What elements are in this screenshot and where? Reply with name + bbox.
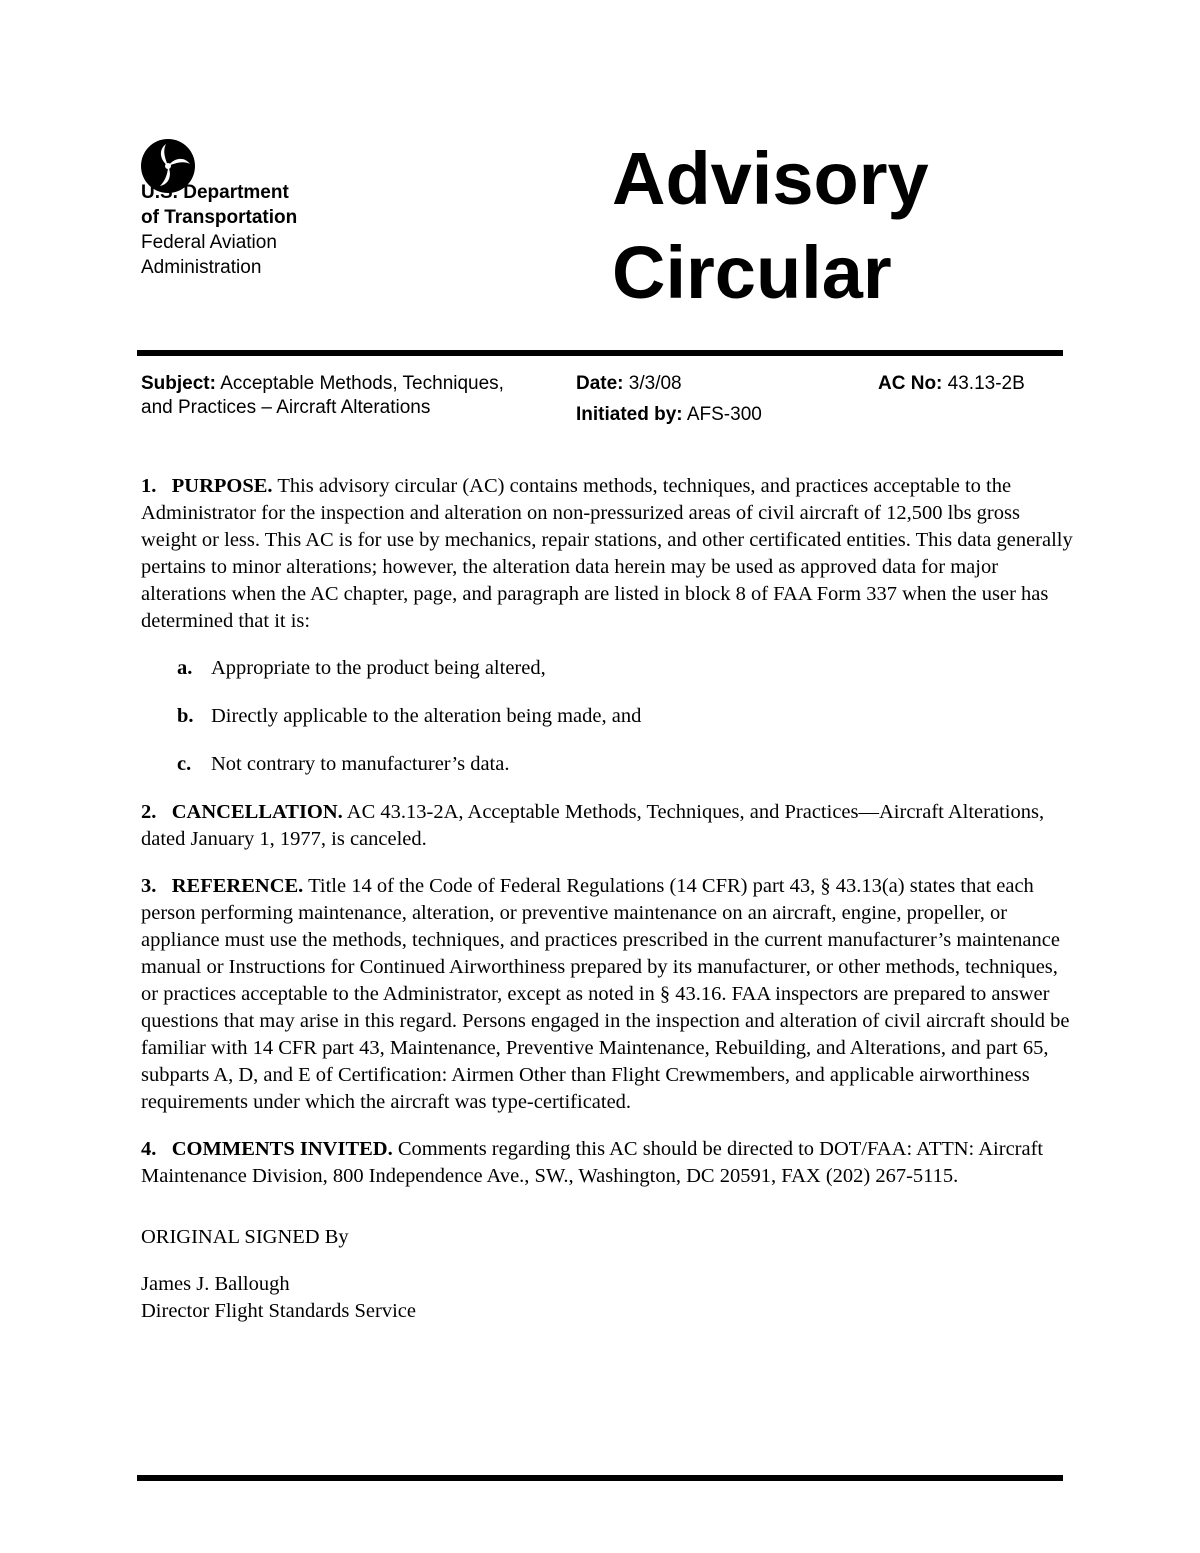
list-item-b	[177, 703, 1076, 730]
list-item-c	[177, 751, 1076, 778]
list-item-a	[177, 655, 1076, 682]
list-letter: c.	[177, 753, 192, 775]
agency-line-3: Federal Aviation	[141, 232, 277, 253]
date-label: Date:	[576, 373, 624, 394]
title-line-1: Advisory	[612, 137, 929, 220]
signature-line: ORIGINAL SIGNED By	[141, 1226, 349, 1248]
section-text: AC 43.13-2A, Acceptable Methods, Techniques, and Practices—Aircraft Alterations, dated January 1, 1977, is canceled.	[141, 801, 1045, 850]
section-heading: CANCELLATION.	[171, 801, 343, 823]
date-value: 3/3/08	[628, 373, 682, 394]
agency-line-2: of Transportation	[141, 207, 298, 228]
section-cancellation	[141, 799, 1076, 853]
list-text: Appropriate to the product being altered,	[211, 657, 546, 679]
title-line-2: Circular	[612, 231, 892, 314]
section-number: 1.	[141, 475, 157, 497]
list-letter: a.	[177, 657, 193, 679]
signer-title: Director Flight Standards Service	[141, 1300, 416, 1322]
list-text: Directly applicable to the alteration being made, and	[211, 705, 642, 727]
agency-line-1: U.S. Department	[141, 182, 289, 203]
section-heading: PURPOSE.	[171, 475, 273, 497]
signer-name: James J. Ballough	[141, 1273, 290, 1295]
agency-line-4: Administration	[141, 257, 262, 278]
top-divider	[137, 350, 1063, 356]
initiated-field	[576, 403, 856, 427]
subject-field	[141, 372, 521, 420]
list-letter: b.	[177, 705, 194, 727]
agency-block	[141, 180, 297, 280]
ac-number-field	[878, 372, 1078, 396]
signature-block	[141, 1224, 1076, 1325]
section-heading: REFERENCE.	[171, 875, 304, 897]
section-number: 3.	[141, 875, 157, 897]
section-comments	[141, 1136, 1076, 1190]
section-purpose	[141, 473, 1076, 635]
section-text: Title 14 of the Code of Federal Regulations (14 CFR) part 43, § 43.13(a) states that each person performing maintenance, alteration, or preventive maintenance on an aircraft, engine, propeller, or appliance must use the methods, techniques, and practices prescribed in the current manufacturer’s maintenance manual or Instructions for Continued Airworthiness prepared by its manufacturer, or other methods, techniques, or practices acceptable to the Administrator, except as noted in § 43.16. FAA inspectors are prepared to answer questions that may arise in this regard. Persons engaged in the inspection and alteration of civil aircraft should be familiar with 14 CFR part 43, Maintenance, Preventive Maintenance, Rebuilding, and Alterations, and part 65, subparts A, D, and E of Certification: Airmen Other than Flight Crewmembers, and applicable airworthiness requirements under which the aircraft was type-certificated.	[141, 875, 1070, 1113]
section-number: 2.	[141, 801, 157, 823]
acno-value: 43.13-2B	[947, 373, 1025, 394]
page-title	[612, 132, 929, 320]
date-field	[576, 372, 856, 396]
document-body	[141, 473, 1076, 1325]
list-text: Not contrary to manufacturer’s data.	[211, 753, 510, 775]
section-text: This advisory circular (AC) contains methods, techniques, and practices acceptable to the Administrator for the inspection and alteration on non-pressurized areas of civil aircraft of 12,500 lbs gross weight or less. This AC is for use by mechanics, repair stations, and other certificated entities. This data generally pertains to minor alterations; however, the alteration data herein may be used as approved data for major alterations when the AC chapter, page, and paragraph are listed in block 8 of FAA Form 337 when the user has determined that it is:	[141, 475, 1073, 632]
section-reference	[141, 873, 1076, 1116]
section-text: Comments regarding this AC should be directed to DOT/FAA: ATTN: Aircraft Maintenance Division, 800 Independence Ave., SW., Washington, DC 20591, FAX (202) 267-5115.	[141, 1138, 1044, 1187]
bottom-divider	[137, 1475, 1063, 1481]
section-heading: COMMENTS INVITED.	[171, 1138, 393, 1160]
acno-label: AC No:	[878, 373, 943, 394]
subject-value: Acceptable Methods, Techniques, and Practices – Aircraft Alterations	[141, 373, 504, 418]
section-number: 4.	[141, 1138, 157, 1160]
initiated-label: Initiated by:	[576, 404, 683, 425]
initiated-value: AFS-300	[686, 404, 762, 425]
subject-label: Subject:	[141, 373, 216, 394]
